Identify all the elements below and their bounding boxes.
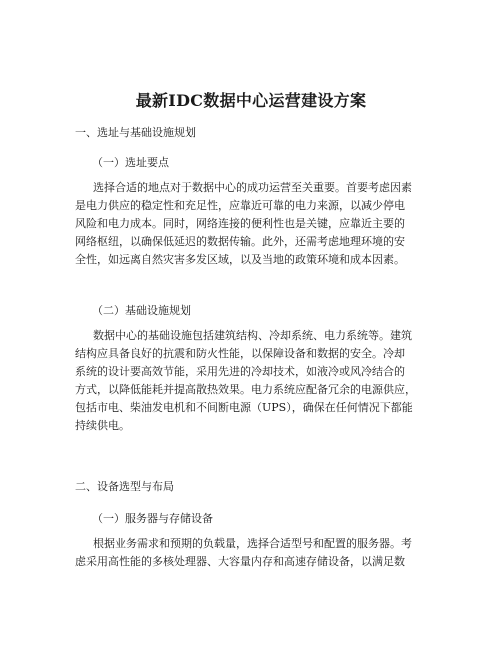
text-line: 持续供电。 <box>75 419 130 432</box>
section-heading-1: 一、选址与基础设施规划 <box>75 126 196 139</box>
paragraph-site-selection <box>75 179 435 269</box>
text-line: 选择合适的地点对于数据中心的成功运营至关重要。首要考虑因素 <box>93 181 412 194</box>
text-line: 网络枢纽，以确保低延迟的数据传输。此外，还需考虑地理环境的安 <box>75 235 405 248</box>
text-line: 根据业务需求和预期的负载量，选择合适型号和配置的服务器。考 <box>93 537 412 550</box>
subsection-heading-2-1: （一）服务器与存储设备 <box>92 512 213 525</box>
text-line: 全性，如远离自然灾害多发区域，以及当地的政策环境和成本因素。 <box>75 253 405 266</box>
text-line: 是电力供应的稳定性和充足性，应靠近可靠的电力来源，以减少停电 <box>75 199 405 212</box>
section-heading-2: 二、设备选型与布局 <box>75 480 174 493</box>
document-title: 最新IDC数据中心运营建设方案 <box>135 91 367 110</box>
paragraph-servers-storage <box>75 535 435 571</box>
text-line: 结构应具备良好的抗震和防火性能，以保障设备和数据的安全。冷却 <box>75 347 405 360</box>
text-line: 方式，以降低能耗并提高散热效果。电力系统应配备冗余的电源供应， <box>75 383 416 396</box>
paragraph-infrastructure <box>75 327 435 435</box>
text-line: 包括市电、柴油发电机和不间断电源（UPS），确保在任何情况下都能 <box>75 401 413 414</box>
subsection-heading-1-2: （二）基础设施规划 <box>92 304 191 317</box>
text-line: 数据中心的基础设施包括建筑结构、冷却系统、电力系统等。建筑 <box>93 329 412 342</box>
text-line: 虑采用高性能的多核处理器、大容量内存和高速存储设备，以满足数 <box>75 555 405 568</box>
subsection-heading-1-1: （一）选址要点 <box>92 156 169 169</box>
text-line: 系统的设计要高效节能，采用先进的冷却技术，如液冷或风冷结合的 <box>75 365 405 378</box>
text-line: 风险和电力成本。同时，网络连接的便利性也是关键，应靠近主要的 <box>75 217 405 230</box>
